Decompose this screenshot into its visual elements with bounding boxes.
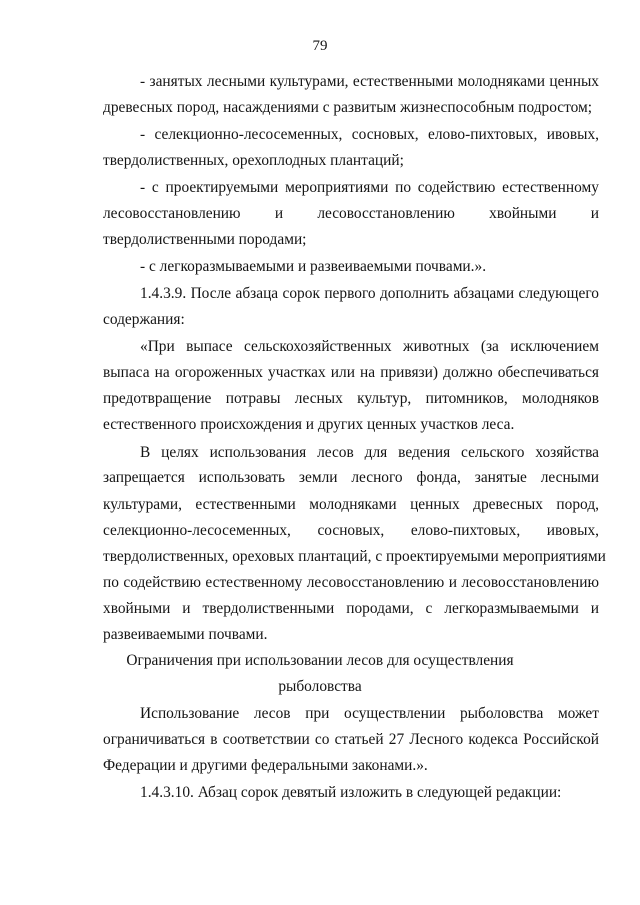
text-line: культурами, естественными молодняками ценных древесных пород, xyxy=(103,496,599,513)
text-line: твердолиственными породами; xyxy=(103,231,307,248)
text-line: древесных пород, насаждениями с развитым жизнеспособным подростом; xyxy=(103,99,593,116)
text-line: Федерации и другими федеральными законами.». xyxy=(103,757,428,774)
text-line: «При выпасе сельскохозяйственных животных (за исключением xyxy=(140,338,599,355)
text-line: ограничиваться в соответствии со статьей 27 Лесного кодекса Российской xyxy=(103,731,599,748)
text-line: содержания: xyxy=(103,311,185,328)
text-line: твердолиственных, ореховых плантаций, с проектируемыми мероприятиями xyxy=(103,548,606,565)
text-line: лесовосстановлению и лесовосстановлению хвойными и xyxy=(103,205,599,222)
text-line: естественного происхождения и других ценных участков леса. xyxy=(103,416,515,433)
text-line: - с проектируемыми мероприятиями по содействию естественному xyxy=(140,179,599,196)
text-line: по содействию естественному лесовосстановлению и лесовосстановлению xyxy=(103,574,599,591)
text-line: В целях использования лесов для ведения сельского хозяйства xyxy=(140,444,599,461)
section-heading: рыболовства xyxy=(278,678,362,695)
text-line: Использование лесов при осуществлении рыболовства может xyxy=(140,705,599,722)
text-line: селекционно-лесосеменных, сосновых, елово-пихтовых, ивовых, xyxy=(103,522,599,539)
text-line: выпаса на огороженных участках или на привязи) должно обеспечиваться xyxy=(103,364,599,381)
text-line: - селекционно-лесосеменных, сосновых, елово-пихтовых, ивовых, xyxy=(140,126,599,143)
text-line: запрещается использовать земли лесного фонда, занятые лесными xyxy=(103,469,599,486)
text-line: хвойными и твердолиственными породами, с легкоразмываемыми и xyxy=(103,600,599,617)
text-line: - занятых лесными культурами, естественными молодняками ценных xyxy=(140,73,599,90)
text-line: 1.4.3.9. После абзаца сорок первого дополнить абзацами следующего xyxy=(140,285,599,302)
text-line: - с легкоразмываемыми и развеиваемыми почвами.». xyxy=(140,258,487,275)
text-line: предотвращение потравы лесных культур, питомников, молодняков xyxy=(103,390,599,407)
page-number: 79 xyxy=(312,38,328,54)
section-heading: Ограничения при использовании лесов для осуществления xyxy=(126,652,514,669)
text-line: развеиваемыми почвами. xyxy=(103,626,268,643)
text-line: 1.4.3.10. Абзац сорок девятый изложить в следующей редакции: xyxy=(140,784,562,801)
text-line: твердолиственных, орехоплодных плантаций; xyxy=(103,152,404,169)
